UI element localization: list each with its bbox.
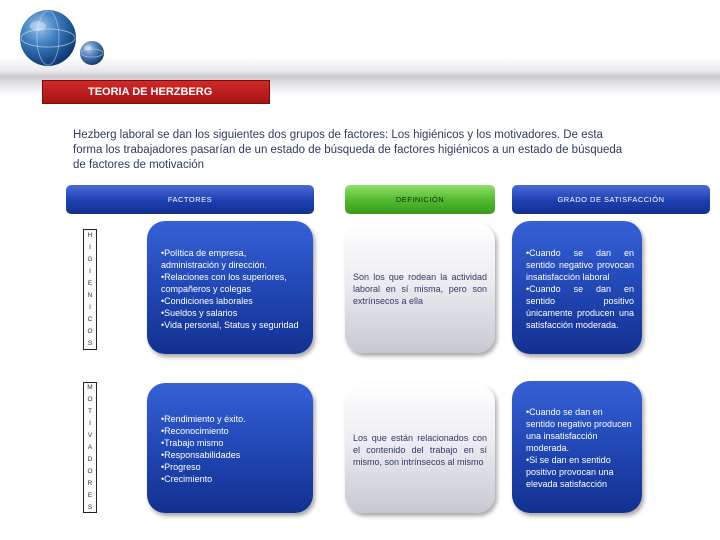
- vlabel-letter: I: [89, 419, 91, 427]
- vertical-label-motivadores: [83, 382, 97, 513]
- vlabel-letter: C: [87, 315, 93, 323]
- factor-item: •Relaciones con los superiores, compañeros y colegas: [161, 271, 287, 294]
- factor-item: •Política de empresa, administración y dirección.: [161, 247, 268, 270]
- factor-item: •Responsabilidades: [161, 450, 241, 460]
- vlabel-letter: T: [88, 407, 92, 415]
- vlabel-letter: G: [87, 255, 93, 263]
- header-definicion: DEFINICIÓN: [345, 185, 495, 214]
- vlabel-letter: S: [87, 503, 93, 511]
- vlabel-letter: V: [87, 431, 93, 439]
- grado-item: •Cuando se dan en sentido negativo provocan insatisfacción laboral: [526, 247, 634, 282]
- vlabel-letter: R: [87, 479, 93, 487]
- grado-motivadores-card: [512, 381, 642, 513]
- intro-paragraph: Hezberg laboral se dan los siguientes dos grupos de factores: Los higiénicos y los motivadores. De esta forma los trabajadores pasarían de un estado de búsqueda de factores higiénicos a un estado de búsqueda de factores de motivación: [73, 129, 623, 171]
- vlabel-letter: O: [87, 467, 93, 475]
- definicion-motivadores-card: [345, 384, 495, 513]
- globe-logo-icon: [16, 8, 116, 74]
- grado-item: •Cuando se dan en sentido negativo producen una insatisfacción moderada.: [526, 407, 632, 453]
- definicion-higienicos-card: [345, 223, 495, 353]
- vlabel-letter: S: [87, 339, 93, 347]
- vlabel-letter: I: [89, 267, 91, 275]
- page-title: TEORIA DE HERZBERG: [42, 80, 270, 104]
- grado-item: •Si se dan en sentido positivo provocan una elevada satisfacción: [526, 455, 614, 489]
- definicion-text: Son los que rodean la actividad laboral en sí misma, pero son extrínsecos a ella: [353, 272, 487, 306]
- factor-item: •Vida personal, Status y seguridad: [161, 319, 299, 330]
- vlabel-letter: O: [87, 395, 93, 403]
- vlabel-letter: E: [87, 279, 93, 287]
- vlabel-letter: H: [87, 231, 93, 239]
- vlabel-letter: I: [89, 303, 91, 311]
- grado-higienicos-card: [512, 221, 642, 354]
- factor-item: •Progreso: [161, 462, 201, 472]
- factores-higienicos-card: [147, 221, 313, 354]
- factor-item: •Condiciones laborales: [161, 295, 253, 306]
- vertical-label-higienicos: [83, 229, 97, 350]
- factor-item: •Sueldos y salarios: [161, 307, 238, 318]
- vlabel-letter: A: [87, 443, 93, 451]
- vlabel-letter: O: [87, 327, 93, 335]
- vlabel-letter: D: [87, 455, 93, 463]
- factor-item: •Crecimiento: [161, 474, 213, 484]
- vlabel-letter: E: [87, 491, 93, 499]
- header-grado-satisfaccion: GRADO DE SATISFACCIÓN: [512, 185, 710, 214]
- factores-motivadores-card: [147, 383, 313, 513]
- vlabel-letter: M: [87, 383, 93, 391]
- factor-item: •Trabajo mismo: [161, 438, 224, 448]
- vlabel-letter: I: [89, 243, 91, 251]
- factor-item: •Reconocimiento: [161, 426, 229, 436]
- vlabel-letter: N: [87, 291, 93, 299]
- factor-item: •Rendimiento y éxito.: [161, 414, 246, 424]
- grado-item: •Cuando se dan en sentido positivo únicamente producen una satisfacción moderada.: [526, 283, 634, 330]
- definicion-text: Los que están relacionados con el contenido del trabajo en sí mismo, son intrínsecos al mismo: [353, 432, 487, 467]
- header-factores: FACTORES: [66, 185, 314, 214]
